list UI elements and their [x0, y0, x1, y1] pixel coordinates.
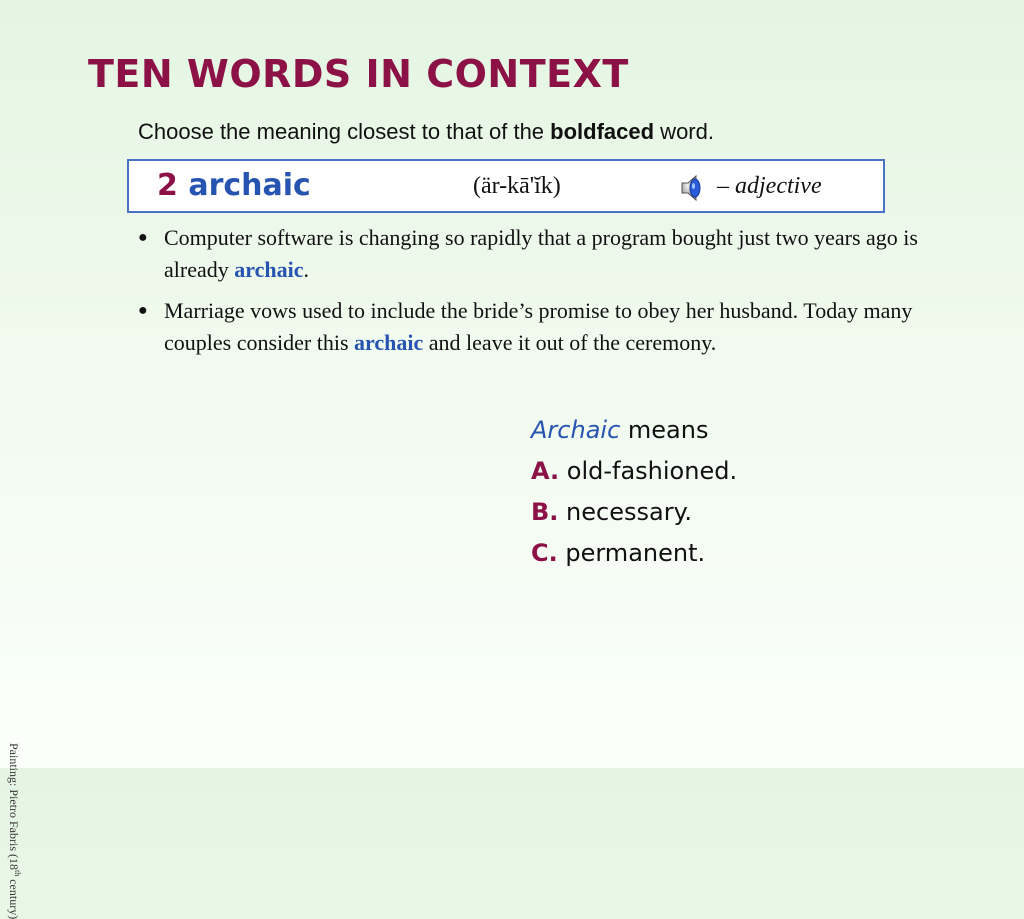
answer-option-b[interactable]: [531, 494, 737, 535]
option-letter: B.: [531, 498, 559, 526]
option-text: old-fashioned.: [559, 457, 738, 485]
page-title: TEN WORDS IN CONTEXT: [88, 52, 629, 96]
credit-prefix: Painting: Pietro Fabris (18: [7, 743, 21, 870]
speaker-icon[interactable]: [677, 172, 709, 204]
entry-heading: [157, 168, 311, 203]
answer-option-c[interactable]: [531, 535, 737, 576]
sentence-text: Computer software is changing so rapidly that a program bought just two years ago is already: [164, 225, 918, 282]
question-word: Archaic: [531, 416, 621, 444]
pronunciation: (är-kā'ĭk): [473, 173, 561, 199]
option-text: permanent.: [557, 539, 706, 567]
example-sentence-1: [138, 222, 958, 286]
sentence-text: and leave it out of the ceremony.: [423, 330, 717, 355]
bullet-icon: ●: [138, 229, 148, 246]
painting-credit: [6, 743, 22, 919]
option-letter: C.: [531, 539, 558, 567]
example-sentences: [138, 222, 958, 368]
part-of-speech: – adjective: [717, 173, 822, 199]
sentence-text: .: [303, 257, 309, 282]
entry-word: archaic: [188, 168, 311, 203]
credit-suffix: century): [7, 876, 21, 919]
instruction-prefix: Choose the meaning closest to that of the: [138, 119, 551, 144]
credit-sup: th: [13, 870, 22, 877]
option-text: necessary.: [558, 498, 692, 526]
word-entry-box: [127, 159, 885, 213]
question-means: means: [620, 416, 709, 444]
highlighted-word: archaic: [234, 257, 304, 282]
bullet-icon: ●: [138, 302, 148, 319]
entry-number: 2: [157, 168, 178, 203]
instruction-text: [138, 119, 714, 145]
instruction-suffix: word.: [654, 119, 714, 144]
instruction-bold: boldfaced: [550, 119, 655, 144]
example-sentence-2: [138, 295, 958, 359]
highlighted-word: archaic: [354, 330, 424, 355]
answer-option-a[interactable]: [531, 453, 737, 494]
sentence-text: Marriage vows used to include the bride’s promise to obey her husband. Today many couples consider this: [164, 298, 913, 355]
option-letter: A.: [531, 457, 560, 485]
question-block: [531, 412, 737, 576]
question-stem: [531, 412, 737, 453]
